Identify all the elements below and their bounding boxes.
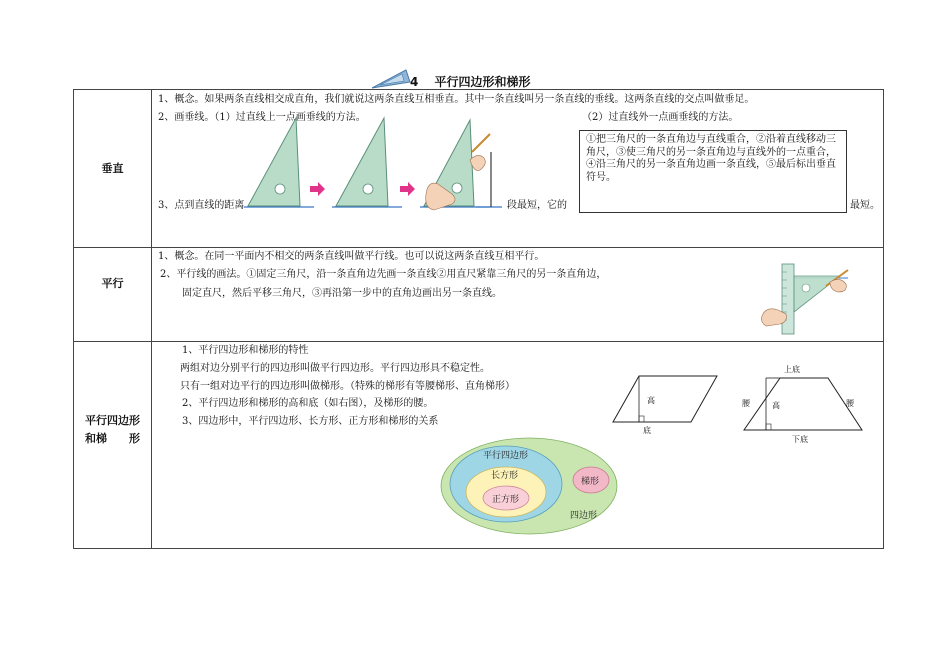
parallel-method-line2: 固定直尺，然后平移三角尺，③再沿第一步中的直角边画出另一条直线。	[182, 288, 502, 299]
set-square-1	[248, 118, 300, 206]
trapezoid-figure	[736, 362, 876, 444]
trapezoid-bottom-base-label: 下底	[792, 435, 808, 444]
arrow-icon	[400, 182, 415, 196]
vertical-draw-method: 2、画垂线。（1）过直线上一点画垂线的方法。	[158, 112, 366, 123]
trapezoid-height-label: 高	[772, 401, 780, 410]
venn-quadrilateral-label: 四边形	[570, 511, 598, 521]
ruler	[782, 264, 794, 334]
venn-parallelogram-label: 平行四边形	[483, 451, 529, 461]
parallelogram-height-label: 高	[647, 396, 655, 405]
row-label-shapes-line2: 和梯 形	[85, 432, 140, 445]
shapes-properties-title: 1、平行四边形和梯形的特性	[182, 345, 309, 356]
perpendicular-steps-illustration	[244, 114, 504, 214]
parallel-method-line1: 2、平行线的画法。①固定三角尺，沿一条直角边先画一条直线②用直尺紧靠三角尺的另一条直角边，	[160, 269, 607, 280]
parallelogram-definition: 两组对边分别平行的四边形叫做平行四边形。平行四边形具不稳定性。	[180, 363, 490, 374]
distance-text-right: 最短。	[850, 200, 880, 211]
trapezoid-definition: 只有一组对边平行的四边形叫做梯形。（特殊的梯形有等腰梯形、直角梯形）	[180, 381, 515, 392]
venn-rectangle-label: 长方形	[491, 471, 519, 481]
column-divider	[151, 90, 152, 548]
distance-text-mid: 段最短，它的	[507, 200, 567, 211]
title-text: 平行四边形和梯形	[434, 75, 531, 89]
trapezoid-right-leg-label: 腰	[846, 399, 854, 408]
row-label-vertical: 垂直	[101, 162, 124, 175]
height-base-text: 2、平行四边形和梯形的高和底（如右图），及梯形的腰。	[182, 398, 434, 409]
trapezoid-left-leg-label: 腰	[742, 399, 750, 408]
venn-square-label: 正方形	[492, 495, 520, 505]
relation-text: 3、四边形中，平行四边形、长方形、正方形和梯形的关系	[182, 416, 439, 427]
hand-icon	[830, 279, 846, 292]
notes-table	[73, 89, 884, 549]
row-label-shapes	[74, 412, 151, 448]
venn-trapezoid-label: 梯形	[581, 477, 600, 487]
row-label-shapes-line1: 平行四边形	[85, 414, 140, 427]
parallel-concept: 1、概念。在同一平面内不相交的两条直线叫做平行线。也可以说这两条直线互相平行。	[158, 251, 545, 262]
parallelogram-figure	[611, 370, 721, 435]
set-square-2	[336, 118, 388, 206]
row-label-parallel: 平行	[101, 277, 124, 290]
row-divider	[74, 247, 883, 248]
parallelogram-base-label: 底	[643, 426, 651, 435]
perpendicular-steps-note: ①把三角尺的一条直角边与直线重合，②沿着直线移动三角尺，③使三角尺的另一条直角边与直线外的一点重合，④沿三角尺的另一条直角边画一条直线，⑤最后标出垂直符号。	[579, 130, 847, 213]
arrow-icon	[310, 182, 325, 196]
row-divider	[74, 341, 883, 342]
vertical-concept: 1、概念。如果两条直线相交成直角，我们就说这两条直线互相垂直。其中一条直线叫另一条直线的垂线。这两条直线的交点叫做垂足。	[158, 94, 755, 105]
title-number: 4	[410, 75, 419, 89]
perpendicular-result	[476, 150, 502, 212]
vertical-draw-method-2: （2）过直线外一点画垂线的方法。	[582, 112, 739, 123]
trapezoid-top-base-label: 上底	[784, 365, 800, 374]
document-title	[370, 68, 590, 90]
quadrilateral-venn-diagram	[436, 434, 626, 538]
distance-text-left: 3、点到直线的距离	[158, 200, 245, 211]
parallel-drawing-illustration	[760, 260, 856, 334]
